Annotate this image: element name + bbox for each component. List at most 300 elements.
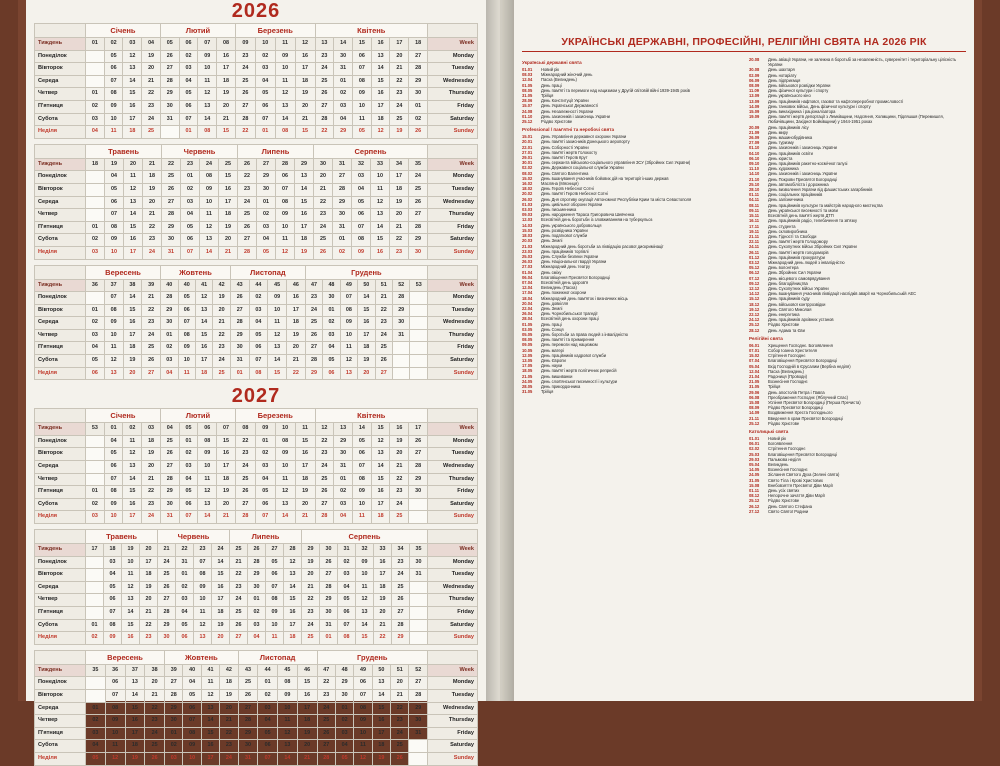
calendar-day-cell: 02 xyxy=(255,50,275,63)
calendar-day-cell: 28 xyxy=(248,556,266,569)
row-label-day: Середа xyxy=(35,581,86,594)
holiday-name: Всесвітній день здоров'я xyxy=(541,279,589,285)
row-label-day: Вівторок xyxy=(35,689,86,702)
calendar-day-cell: 05 xyxy=(338,594,356,607)
holiday-name: Всесвітній день пам'яті жертв ДТП xyxy=(768,213,834,219)
calendar-day-cell: 19 xyxy=(372,752,390,765)
calendar-day-cell: 15 xyxy=(372,702,390,715)
calendar-day-cell: 21 xyxy=(143,209,162,222)
calendar-day-cell: 23 xyxy=(390,88,409,101)
holiday-date: 08.11 xyxy=(749,202,760,208)
holiday-date: 27.03 xyxy=(522,264,533,270)
calendar-day-cell: 21 xyxy=(142,75,161,88)
calendar-day-cell: 30 xyxy=(248,581,266,594)
month-name: Березень xyxy=(235,409,315,423)
calendar-day-cell: 26 xyxy=(235,486,255,499)
calendar-day-cell: 20 xyxy=(219,234,238,247)
holiday-name: Непорочне зачаття Діви Марії xyxy=(768,493,825,499)
calendar-day-cell: 26 xyxy=(145,752,165,765)
calendar-day-cell: 07 xyxy=(105,209,124,222)
calendar-day-cell: 17 xyxy=(286,304,305,317)
row-label-day: Четвер xyxy=(35,473,86,486)
calendar-day-cell: 22 xyxy=(238,171,257,184)
calendar-day-cell: 25 xyxy=(315,473,334,486)
calendar-day-cell: 06 xyxy=(104,461,123,474)
calendar-day-cell: 20 xyxy=(286,342,305,355)
calendar-day-cell: 08 xyxy=(278,677,298,690)
calendar-day-cell: 27 xyxy=(333,171,352,184)
quarter-table xyxy=(34,265,478,381)
calendar-day-cell: 12 xyxy=(123,50,142,63)
calendar-day-cell: 21 xyxy=(145,689,165,702)
calendar-day-cell: 28 xyxy=(315,511,334,524)
calendar-day-cell: 19 xyxy=(142,448,161,461)
holiday-name: День Сухопутних військ України xyxy=(768,285,829,291)
holiday-date: 01.12 xyxy=(749,254,760,260)
calendar-day-cell: 13 xyxy=(124,196,143,209)
holiday-name: Міжнародний день театру xyxy=(541,264,591,270)
calendar-day-cell: 27 xyxy=(305,342,322,355)
holiday-name: Вознесіння Господнє xyxy=(768,467,808,473)
calendar-day-cell: 22 xyxy=(317,677,335,690)
week-number: 02 xyxy=(123,423,142,436)
calendar-day-cell: 04 xyxy=(105,171,124,184)
calendar-day-cell: 04 xyxy=(334,113,353,126)
calendar-day-cell: 27 xyxy=(409,677,428,690)
row-label-day-en: Saturday xyxy=(428,498,478,511)
calendar-day-cell: 08 xyxy=(198,126,217,139)
calendar-day-cell: 15 xyxy=(295,196,314,209)
calendar-day-cell: 07 xyxy=(194,556,212,569)
calendar-day-cell: 09 xyxy=(275,448,295,461)
calendar-day-cell: 26 xyxy=(315,486,334,499)
week-number: 52 xyxy=(392,279,409,292)
holiday-date: 03.12 xyxy=(749,259,760,265)
row-label-day: Четвер xyxy=(35,594,86,607)
calendar-day-cell: 27 xyxy=(238,234,257,247)
calendar-day-cell xyxy=(410,594,428,607)
holiday-date: 08.09 xyxy=(749,405,760,411)
calendar-day-cell: 28 xyxy=(317,752,335,765)
calendar-day-cell: 13 xyxy=(356,606,374,619)
holiday-date: 15.01 xyxy=(522,134,533,140)
calendar-day-row xyxy=(35,183,478,196)
holiday-name: День працівників прокуратури xyxy=(768,254,825,260)
calendar-day-cell: 08 xyxy=(105,702,125,715)
calendar-day-cell: 08 xyxy=(104,486,123,499)
calendar-day-cell: 07 xyxy=(183,715,201,728)
calendar-day-cell: 28 xyxy=(230,317,249,330)
calendar-day-cell: 27 xyxy=(375,367,392,380)
holiday-name: Великдень xyxy=(768,462,789,468)
calendar-day-cell: 17 xyxy=(217,461,236,474)
calendar-day-cell: 11 xyxy=(104,126,123,139)
holiday-date: 25.12 xyxy=(749,322,760,328)
calendar-day-cell: 18 xyxy=(220,677,238,690)
week-number: 19 xyxy=(122,544,140,557)
month-name: Жовтень xyxy=(165,650,239,664)
calendar-day-cell: 17 xyxy=(295,461,315,474)
row-label-day-en: Sunday xyxy=(428,752,478,765)
calendar-day-cell: 07 xyxy=(255,113,275,126)
calendar-day-cell: 29 xyxy=(409,234,428,247)
calendar-day-cell: 22 xyxy=(235,126,255,139)
calendar-day-cell: 23 xyxy=(392,556,410,569)
week-number: 37 xyxy=(104,279,123,292)
holiday-date: 14.10 xyxy=(749,171,760,177)
calendar-day-cell: 03 xyxy=(181,196,200,209)
calendar-day-cell: 29 xyxy=(158,619,176,632)
calendar-day-cell: 14 xyxy=(123,75,142,88)
holiday-name: День Збройних Сил України xyxy=(768,270,822,276)
holiday-name: День військової контррозвідки xyxy=(768,301,826,307)
calendar-day-cell: 11 xyxy=(340,342,357,355)
calendar-day-cell: 14 xyxy=(295,183,314,196)
week-number: 13 xyxy=(334,423,353,436)
holiday-entry xyxy=(522,119,739,124)
calendar-day-cell: 21 xyxy=(220,715,238,728)
calendar-day-cell: 23 xyxy=(140,632,158,645)
calendar-day-cell: 16 xyxy=(219,183,238,196)
calendar-day-cell: 02 xyxy=(86,715,106,728)
row-label-day: Понеділок xyxy=(35,50,86,63)
calendar-day-cell: 01 xyxy=(161,329,178,342)
calendar-day-cell: 17 xyxy=(212,594,230,607)
row-label-day-en: Wednesday xyxy=(428,317,478,330)
calendar-day-cell: 13 xyxy=(123,63,142,76)
calendar-day-cell xyxy=(410,317,428,330)
holiday-date: 02.02 xyxy=(522,165,533,171)
calendar-day-cell xyxy=(86,196,105,209)
holiday-date: 01.03 xyxy=(522,201,533,207)
holiday-name: День пам'яті Героїв Крут xyxy=(541,155,588,161)
calendar-day-cell: 22 xyxy=(390,234,409,247)
calendar-day-cell: 26 xyxy=(230,619,248,632)
calendar-day-cell: 27 xyxy=(409,209,428,222)
calendar-day-cell: 12 xyxy=(194,619,212,632)
calendar-day-cell: 14 xyxy=(275,511,295,524)
week-number: 10 xyxy=(255,38,275,51)
calendar-day-cell xyxy=(410,304,428,317)
row-label-day-en: Thursday xyxy=(428,715,478,728)
holiday-name: Великдень (Пасха) xyxy=(541,285,577,291)
holiday-date: 12.03 xyxy=(522,217,533,223)
calendar-day-cell: 26 xyxy=(391,752,409,765)
calendar-day-cell: 01 xyxy=(176,569,194,582)
week-number: 38 xyxy=(145,664,165,677)
calendar-day-cell: 15 xyxy=(122,619,140,632)
holiday-name: День авіації України, не залежна в боротьбі за незалежність, суверенітет і територіальну цілісність України xyxy=(768,57,957,68)
calendar-day-cell: 10 xyxy=(353,498,372,511)
calendar-day-cell: 06 xyxy=(105,677,125,690)
calendar-day-cell: 16 xyxy=(123,498,142,511)
holiday-date: 28.05 xyxy=(522,383,533,389)
calendar-day-cell: 05 xyxy=(249,329,268,342)
calendar-day-cell: 10 xyxy=(275,63,295,76)
calendar-day-cell: 27 xyxy=(235,100,255,113)
holiday-date: 24.05 xyxy=(522,378,533,384)
holiday-date: 12.04 xyxy=(749,368,760,374)
holiday-date: 28.06 xyxy=(522,98,533,104)
calendar-day-cell: 24 xyxy=(142,511,161,524)
calendar-day-cell xyxy=(86,556,104,569)
calendar-day-cell: 11 xyxy=(104,342,123,355)
holiday-date: 27.01 xyxy=(522,149,533,155)
calendar-day-cell: 02 xyxy=(86,498,105,511)
calendar-day-cell: 08 xyxy=(183,727,201,740)
holiday-name: День Святого Миколая xyxy=(768,306,812,312)
holiday-date: 07.12 xyxy=(749,275,760,281)
calendar-day-cell: 18 xyxy=(140,569,158,582)
holiday-name: Благовіщення Пресвятої Богородиці xyxy=(768,358,837,364)
calendar-day-cell: 08 xyxy=(340,304,357,317)
calendar-day-cell: 27 xyxy=(235,498,255,511)
holiday-date: 08.02 xyxy=(522,170,533,176)
holiday-date: 10.05 xyxy=(522,347,533,353)
holiday-date: 07.04 xyxy=(749,358,760,364)
holiday-name: День Дня спротиву окупації Автономної Республіки Крим та міста Севастополя xyxy=(541,196,692,202)
calendar-day-cell: 29 xyxy=(161,304,178,317)
calendar-day-cell: 29 xyxy=(160,88,179,101)
calendar-day-cell: 10 xyxy=(371,171,390,184)
holiday-name: День пам'яті жертв голодоморів xyxy=(768,249,829,255)
calendar-day-cell: 21 xyxy=(295,511,315,524)
week-number: 30 xyxy=(314,158,333,171)
holiday-date: 05.12 xyxy=(749,265,760,271)
holiday-name: День пам'яті та перемоги над нацизмом у Другій світовій війні 1939-1945 років xyxy=(541,87,690,93)
calendar-day-cell: 12 xyxy=(371,126,390,139)
holiday-name: Воздвиження Хреста Господнього xyxy=(768,410,833,416)
calendar-day-cell: 28 xyxy=(165,689,183,702)
calendar-day-cell: 11 xyxy=(122,569,140,582)
holiday-date: 14.12 xyxy=(749,291,760,297)
holiday-name: Різдво Христове xyxy=(541,119,573,125)
calendar-day-cell: 16 xyxy=(212,581,230,594)
holiday-name: Міжнародний жіночий день xyxy=(541,72,593,78)
calendar-day-cell: 11 xyxy=(201,677,219,690)
calendar-day-cell: 24 xyxy=(390,498,409,511)
calendar-day-cell: 21 xyxy=(390,461,409,474)
calendar-day-cell: 13 xyxy=(194,632,212,645)
holiday-date: 07.04 xyxy=(522,279,533,285)
holiday-date: 24.11 xyxy=(749,244,760,250)
week-number: 44 xyxy=(249,279,268,292)
month-name: Травень xyxy=(86,144,162,158)
calendar-day-cell: 04 xyxy=(323,342,340,355)
calendar-day-cell: 01 xyxy=(179,435,198,448)
holiday-name: День Управління державної охорони України xyxy=(541,134,627,140)
holidays-column xyxy=(749,57,966,514)
calendar-day-cell: 01 xyxy=(257,196,276,209)
calendar-day-cell: 12 xyxy=(278,727,298,740)
calendar-day-cell: 14 xyxy=(123,473,142,486)
calendar-day-cell: 13 xyxy=(371,448,390,461)
holiday-date: 03.03 xyxy=(522,207,533,213)
calendar-day-cell: 16 xyxy=(374,556,392,569)
week-number: 02 xyxy=(104,38,123,51)
calendar-day-cell: 11 xyxy=(194,606,212,619)
calendar-day-cell: 05 xyxy=(335,752,353,765)
calendar-day-cell: 10 xyxy=(340,329,357,342)
calendar-day-cell: 22 xyxy=(143,221,162,234)
calendar-day-cell: 23 xyxy=(390,246,409,259)
holiday-date: 18.12 xyxy=(749,301,760,307)
holiday-name: День військової розвідки України xyxy=(768,83,831,89)
calendar-day-cell: 22 xyxy=(230,569,248,582)
calendar-day-cell: 07 xyxy=(104,473,123,486)
week-number: 25 xyxy=(219,158,238,171)
week-number: 43 xyxy=(230,279,249,292)
calendar-day-cell: 03 xyxy=(248,619,266,632)
row-label-day-en: Saturday xyxy=(428,355,478,368)
calendar-day-cell: 31 xyxy=(176,556,194,569)
calendar-day-cell: 27 xyxy=(315,100,334,113)
calendar-day-cell: 21 xyxy=(217,113,236,126)
holiday-name: День Незалежності України xyxy=(541,108,594,114)
calendar-day-cell: 05 xyxy=(353,126,372,139)
calendar-day-cell: 18 xyxy=(217,473,236,486)
week-number: 21 xyxy=(158,544,176,557)
calendar-day-cell: 23 xyxy=(142,317,161,330)
calendar-day-cell: 18 xyxy=(219,209,238,222)
week-number-row xyxy=(35,158,478,171)
week-number: 26 xyxy=(238,158,257,171)
holiday-name: Вознесіння Господнє xyxy=(768,379,808,385)
calendar-day-cell: 02 xyxy=(333,246,352,259)
calendar-day-cell: 25 xyxy=(230,606,248,619)
row-label-week-en: Week xyxy=(428,158,478,171)
calendar-day-row xyxy=(35,342,478,355)
calendar-day-cell: 10 xyxy=(105,246,124,259)
calendar-day-cell: 01 xyxy=(255,435,275,448)
calendar-day-cell: 14 xyxy=(212,556,230,569)
calendar-day-cell: 31 xyxy=(230,355,249,368)
holiday-date: 06.12 xyxy=(749,270,760,276)
calendar-day-cell: 04 xyxy=(334,511,353,524)
holiday-date: 15.02 xyxy=(749,353,760,359)
holiday-name: День довкілля xyxy=(541,300,569,306)
calendar-day-cell: 25 xyxy=(235,473,255,486)
calendar-day-cell: 16 xyxy=(201,740,219,753)
week-number: 20 xyxy=(124,158,143,171)
calendar-day-row xyxy=(35,126,478,139)
calendar-day-cell: 15 xyxy=(356,632,374,645)
calendar-day-cell: 22 xyxy=(374,632,392,645)
corner-cell-right xyxy=(428,409,478,423)
calendar-day-cell: 17 xyxy=(295,221,314,234)
calendar-day-cell: 15 xyxy=(217,435,236,448)
calendar-day-cell: 12 xyxy=(198,88,217,101)
week-number: 12 xyxy=(295,38,315,51)
calendar-day-cell: 09 xyxy=(275,50,295,63)
calendar-day-cell: 22 xyxy=(142,88,161,101)
calendar-day-cell: 30 xyxy=(320,606,338,619)
week-number: 31 xyxy=(338,544,356,557)
calendar-day-cell: 21 xyxy=(140,606,158,619)
calendar-day-cell: 31 xyxy=(162,246,181,259)
week-number-row xyxy=(35,664,478,677)
calendar-day-cell: 10 xyxy=(356,569,374,582)
calendar-day-cell: 07 xyxy=(179,113,198,126)
calendar-day-cell: 05 xyxy=(183,689,201,702)
calendar-day-cell: 19 xyxy=(217,88,236,101)
holiday-name: День шахтаря xyxy=(768,67,795,73)
calendar-day-cell: 02 xyxy=(409,113,428,126)
holiday-date: 21.03 xyxy=(522,243,533,249)
calendar-day-cell: 07 xyxy=(266,581,284,594)
row-label-day: Субота xyxy=(35,113,86,126)
calendar-day-cell: 17 xyxy=(123,329,142,342)
calendar-day-cell: 16 xyxy=(297,689,317,702)
left-page xyxy=(26,0,486,761)
calendar-day-cell: 10 xyxy=(266,619,284,632)
calendar-day-cell: 30 xyxy=(409,715,428,728)
calendar-day-cell: 16 xyxy=(295,209,314,222)
calendar-day-cell: 31 xyxy=(409,727,428,740)
holiday-name: День юриста xyxy=(768,155,793,161)
holiday-name: Зіслання Святого Духа (Зелені свята) xyxy=(768,472,840,478)
holiday-name: День розвідника України xyxy=(541,227,588,233)
calendar-day-cell: 22 xyxy=(142,486,161,499)
calendar-day-cell xyxy=(86,569,104,582)
calendar-day-cell: 10 xyxy=(194,594,212,607)
holiday-date: 14.05 xyxy=(749,467,760,473)
quarter-block xyxy=(34,265,478,381)
calendar-day-cell: 06 xyxy=(179,100,198,113)
calendar-day-cell: 27 xyxy=(230,304,249,317)
holiday-name: День працівників нафтової, газової та нафтопереробної промисловості xyxy=(768,98,904,104)
calendar-day-cell: 24 xyxy=(391,727,409,740)
calendar-day-cell: 15 xyxy=(212,569,230,582)
row-label-day-en: Wednesday xyxy=(428,702,478,715)
calendar-day-cell: 24 xyxy=(392,569,410,582)
calendar-day-cell: 11 xyxy=(353,113,372,126)
row-label-day: П'ятниця xyxy=(35,727,86,740)
holiday-name: День матері xyxy=(541,347,564,353)
month-name: Вересень xyxy=(86,265,161,279)
calendar-day-cell: 28 xyxy=(315,113,334,126)
holiday-date: 27.09 xyxy=(749,140,760,146)
calendar-day-cell: 29 xyxy=(335,677,353,690)
calendar-day-row xyxy=(35,355,478,368)
calendar-day-cell: 09 xyxy=(104,498,123,511)
week-number: 53 xyxy=(410,279,428,292)
corner-cell xyxy=(35,650,86,664)
calendar-day-row xyxy=(35,292,478,305)
week-number: 27 xyxy=(257,158,276,171)
holidays-column xyxy=(522,57,739,514)
holiday-date: 15.09 xyxy=(749,109,760,115)
week-number: 35 xyxy=(410,544,428,557)
holiday-entry xyxy=(749,57,966,67)
calendar-day-cell: 07 xyxy=(105,689,125,702)
calendar-day-cell: 18 xyxy=(295,473,315,486)
calendar-year-block xyxy=(26,385,486,765)
holiday-date: 13.09 xyxy=(749,93,760,99)
calendar-day-cell: 28 xyxy=(392,292,409,305)
calendar-day-cell: 05 xyxy=(179,486,198,499)
holiday-name: День працівників культури та майстрів народного мистецтва xyxy=(768,202,883,208)
calendar-day-cell: 02 xyxy=(334,486,353,499)
row-label-day: П'ятниця xyxy=(35,606,86,619)
calendar-day-row xyxy=(35,317,478,330)
calendar-day-row xyxy=(35,113,478,126)
calendar-day-cell: 21 xyxy=(390,63,409,76)
calendar-day-cell: 20 xyxy=(213,304,230,317)
row-label-day: Четвер xyxy=(35,715,86,728)
holiday-name: Собор Іоанна Хрестителя xyxy=(768,347,817,353)
calendar-day-cell: 26 xyxy=(314,246,333,259)
